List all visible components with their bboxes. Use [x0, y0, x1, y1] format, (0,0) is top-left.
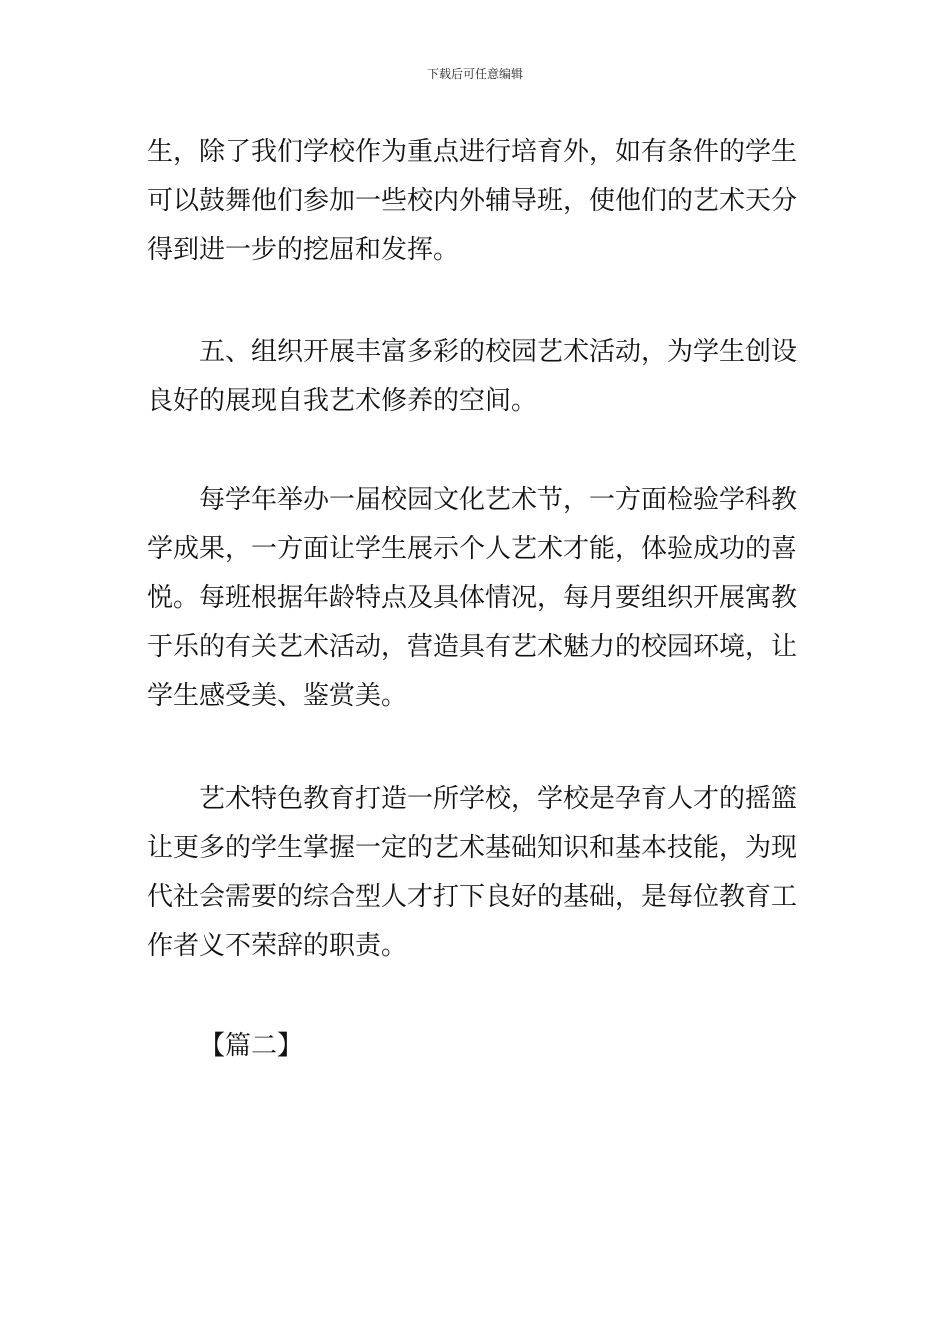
text-line: 五、组织开展丰富多彩的校园艺术活动，为学生创设 — [199, 337, 798, 367]
paragraph — [147, 476, 809, 721]
text-line: 悦。每班根据年龄特点及具体情况，每月要组织开展寓教 — [147, 583, 798, 613]
paragraph — [147, 775, 809, 971]
paragraph — [147, 128, 809, 275]
page-header: 下载后可任意编辑 — [426, 67, 523, 81]
text-line: 艺术特色教育打造一所学校，学校是孕育人才的摇篮 — [199, 784, 798, 814]
text-line: 可以鼓舞他们参加一些校内外辅导班，使他们的艺术天分 — [147, 186, 798, 216]
text-line: 代社会需要的综合型人才打下良好的基础，是每位教育工 — [147, 882, 798, 912]
text-line: 【篇二】 — [199, 1031, 304, 1061]
section-heading-paragraph — [147, 328, 809, 426]
section-title — [147, 1022, 809, 1071]
text-line: 学成果，一方面让学生展示个人艺术才能，体验成功的喜 — [147, 534, 798, 564]
text-line: 生，除了我们学校作为重点进行培育外，如有条件的学生 — [147, 137, 798, 167]
text-line: 良好的展现自我艺术修养的空间。 — [147, 386, 538, 416]
text-line: 让更多的学生掌握一定的艺术基础知识和基本技能，为现 — [147, 833, 798, 863]
text-line: 学生感受美、鉴赏美。 — [147, 681, 408, 711]
text-line: 于乐的有关艺术活动，营造具有艺术魅力的校园环境，让 — [147, 632, 798, 662]
text-line: 每学年举办一届校园文化艺术节，一方面检验学科教 — [199, 485, 798, 515]
text-line: 作者义不荣辞的职责。 — [147, 931, 408, 961]
text-line: 得到进一步的挖屈和发挥。 — [147, 235, 460, 265]
